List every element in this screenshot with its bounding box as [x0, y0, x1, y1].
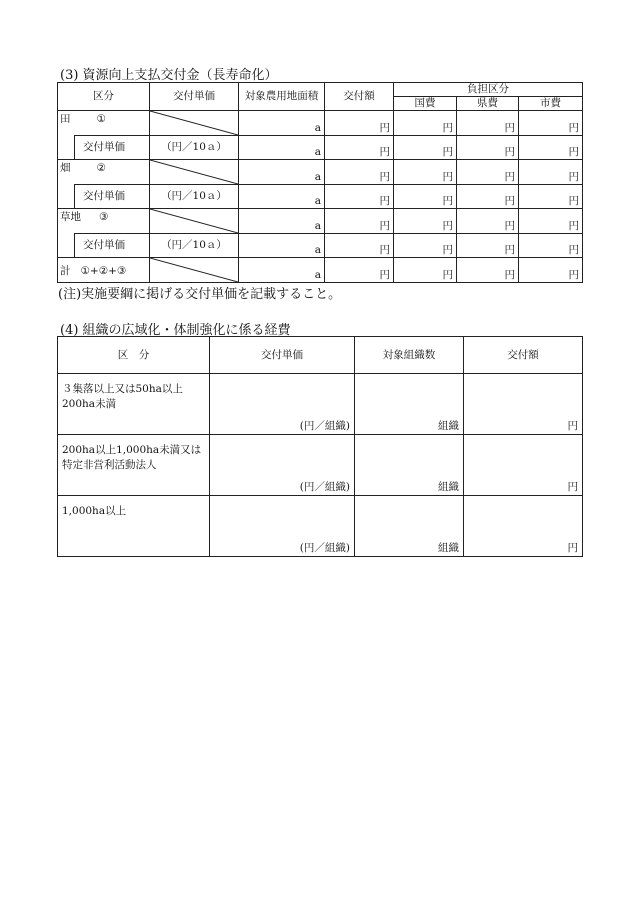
diagonal-cell: [150, 160, 239, 185]
table-row: 畑 ② a 円 円 円 円: [58, 160, 583, 185]
table-row: 交付単価 （円／10ａ） a 円 円 円 円: [58, 136, 583, 160]
header-amount: 交付額: [325, 83, 394, 111]
row-label: 200ha以上1,000ha未満又は特定非営利活動法人: [58, 435, 210, 496]
row-label: ３集落以上又は50ha以上200ha未満: [58, 374, 210, 435]
header-category: 区 分: [58, 337, 210, 374]
diagonal-cell: [150, 209, 239, 234]
row-category-grassland: 草地 ③: [58, 209, 150, 234]
subsidy-table-longevity: [57, 82, 583, 283]
header-prefecture: 県費: [457, 97, 519, 111]
header-category: 区分: [58, 83, 150, 111]
section3-title: (3) 資源向上支払交付金（長寿命化）: [60, 68, 278, 83]
section4-title: (4) 組織の広域化・体制強化に係る経費: [60, 323, 291, 338]
table-row: 交付単価 （円／10ａ） a 円 円 円 円: [58, 185, 583, 209]
diagonal-cell: [150, 111, 239, 136]
header-unit-price: 交付単価: [210, 337, 355, 374]
table-row: 200ha以上1,000ha未満又は特定非営利活動法人 (円／組織) 組織 円: [58, 435, 583, 496]
subsidy-table-organization: [57, 336, 583, 557]
header-national: 国費: [394, 97, 457, 111]
row-category-paddy: 田 ①: [58, 111, 150, 136]
unit-per-10a: （円／10ａ）: [150, 136, 239, 160]
header-city: 市費: [519, 97, 583, 111]
diagonal-cell: [150, 258, 239, 283]
table-row: 草地 ③ a 円 円 円 円: [58, 209, 583, 234]
area-cell: a: [239, 111, 325, 136]
table-row: 1,000ha以上 (円／組織) 組織 円: [58, 496, 583, 557]
header-burden: 負担区分: [394, 83, 583, 97]
header-org-count: 対象組織数: [355, 337, 464, 374]
table-row-total: 計 ①+②+③ a 円 円 円 円: [58, 258, 583, 283]
table-row: 田 ① a 円 円 円 円: [58, 111, 583, 136]
sub-label: 交付単価: [75, 136, 150, 160]
row-category-total: 計 ①+②+③: [58, 258, 150, 283]
header-area: 対象農用地面積: [239, 83, 325, 111]
table-row: 交付単価 （円／10ａ） a 円 円 円 円: [58, 234, 583, 258]
header-unit-price: 交付単価: [150, 83, 239, 111]
amount-cell: 円: [325, 111, 394, 136]
table-row: ３集落以上又は50ha以上200ha未満 (円／組織) 組織 円: [58, 374, 583, 435]
row-label: 1,000ha以上: [58, 496, 210, 557]
row-category-field: 畑 ②: [58, 160, 150, 185]
note-text: (注)実施要綱に掲げる交付単価を記載すること。: [58, 287, 342, 302]
header-amount: 交付額: [464, 337, 583, 374]
